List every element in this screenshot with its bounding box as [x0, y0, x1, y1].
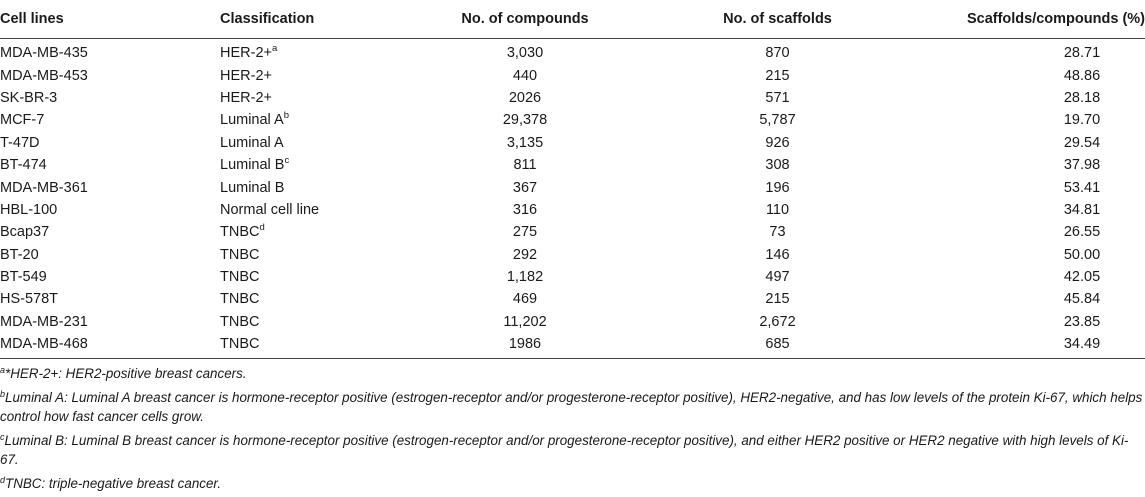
cell-line-name: HBL-100 — [0, 201, 58, 218]
scaffolds-count: 870 — [765, 45, 790, 62]
scaffolds-count: 196 — [765, 179, 790, 196]
footnote-marker: b — [283, 110, 289, 122]
classification-text: Luminal A — [220, 112, 284, 129]
classification-text: TNBC — [220, 336, 260, 353]
table-row — [0, 244, 1145, 266]
cell-line-name: SK-BR-3 — [0, 89, 58, 106]
compounds-count: 469 — [512, 291, 538, 308]
classification-text: TNBC — [220, 291, 260, 308]
table-row — [0, 154, 1145, 176]
table-row — [0, 176, 1145, 198]
table-row — [0, 311, 1145, 333]
cell-line-name: MCF-7 — [0, 112, 45, 129]
classification-text: Normal cell line — [220, 201, 320, 218]
footnote-marker: d — [259, 222, 265, 234]
table-row — [0, 288, 1145, 310]
cell-line-name: MDA-MB-361 — [0, 179, 88, 196]
footnote-mark: c — [0, 431, 5, 442]
footnote-mark: d — [0, 474, 6, 485]
header-scaffolds: No. of scaffolds — [660, 0, 895, 39]
table-row — [0, 221, 1145, 243]
footnote-a — [0, 364, 1145, 384]
scaffolds-count: 215 — [765, 291, 790, 308]
table-header — [0, 0, 1145, 39]
classification-cell — [220, 221, 390, 243]
compounds-count: 316 — [512, 201, 538, 218]
scaffolds-count: 926 — [765, 134, 790, 151]
scaffold-ratio: 34.49 — [1063, 336, 1101, 353]
footnote-mark: b — [0, 388, 6, 399]
classification-cell — [220, 199, 390, 221]
scaffold-ratio: 37.98 — [1063, 157, 1101, 174]
cell-line-name: MDA-MB-435 — [0, 45, 88, 62]
cell-line-name: BT-474 — [0, 157, 47, 174]
classification-text: HER-2+ — [220, 67, 272, 84]
cell-line-name: MDA-MB-453 — [0, 67, 88, 84]
scaffolds-count: 571 — [765, 89, 790, 106]
compounds-count: 1986 — [508, 336, 542, 353]
table-row — [0, 87, 1145, 109]
header-ratio: Scaffolds/compounds (%) — [895, 0, 1145, 39]
classification-cell — [220, 311, 390, 333]
cell-line-name: T-47D — [0, 134, 40, 151]
compounds-count: 29,378 — [502, 112, 548, 129]
scaffold-ratio: 50.00 — [1063, 246, 1101, 263]
table-row — [0, 266, 1145, 288]
footnote-c — [0, 431, 1145, 470]
classification-cell — [220, 176, 390, 198]
scaffolds-count: 146 — [765, 246, 790, 263]
classification-text: Luminal B — [220, 179, 285, 196]
scaffold-ratio: 28.71 — [1063, 45, 1101, 62]
compounds-count: 3,030 — [506, 45, 544, 62]
table-row — [0, 64, 1145, 86]
table-body — [0, 39, 1145, 359]
classification-cell — [220, 87, 390, 109]
compounds-count: 2026 — [508, 89, 542, 106]
scaffolds-count: 73 — [769, 224, 786, 241]
compounds-count: 1,182 — [506, 269, 544, 286]
scaffold-ratio: 53.41 — [1063, 179, 1101, 196]
cell-line-name: MDA-MB-468 — [0, 336, 88, 353]
footnote-text: Luminal B: Luminal B breast cancer is hormone-receptor positive (estrogen-receptor and/or progesterone-receptor positive), and either HER2 positive or HER2 negative with high levels of Ki-67. — [0, 432, 1129, 467]
classification-text: TNBC — [220, 246, 260, 263]
table-row — [0, 199, 1145, 221]
compounds-count: 292 — [512, 246, 538, 263]
footnote-text: *HER-2+: HER2-positive breast cancers. — [5, 366, 247, 381]
scaffold-ratio: 34.81 — [1063, 201, 1101, 218]
classification-cell — [220, 154, 390, 176]
table-row — [0, 109, 1145, 131]
cell-line-name: BT-549 — [0, 269, 47, 286]
compounds-count: 3,135 — [506, 134, 544, 151]
footnote-text: Luminal A: Luminal A breast cancer is hormone-receptor positive (estrogen-receptor and/or progesterone-receptor positive), HER2-negative, and has low levels of the protein Ki-67, which helps control how fast cancer cells grow. — [0, 389, 1143, 424]
scaffold-ratio: 29.54 — [1063, 134, 1101, 151]
header-cell-lines: Cell lines — [0, 0, 220, 39]
scaffolds-count: 685 — [765, 336, 790, 353]
cell-line-name: HS-578T — [0, 291, 59, 308]
classification-cell — [220, 333, 390, 359]
header-classification: Classification — [220, 0, 390, 39]
scaffolds-count: 110 — [765, 201, 790, 218]
cell-line-name: MDA-MB-231 — [0, 313, 88, 330]
footnote-d — [0, 474, 1145, 494]
scaffold-ratio: 45.84 — [1063, 291, 1101, 308]
classification-cell — [220, 266, 390, 288]
compounds-count: 11,202 — [503, 313, 547, 330]
compounds-count: 811 — [513, 157, 537, 174]
scaffolds-count: 2,672 — [759, 313, 796, 330]
footnote-marker: c — [284, 155, 290, 167]
compounds-count: 440 — [512, 67, 538, 84]
classification-text: TNBC — [220, 313, 260, 330]
footnote-mark: a — [0, 365, 6, 375]
footnote-marker: a — [271, 43, 278, 55]
cell-line-name: BT-20 — [0, 246, 39, 263]
table-row — [0, 333, 1145, 359]
scaffolds-count: 5,787 — [759, 112, 796, 129]
cell-line-name: Bcap37 — [0, 224, 50, 241]
classification-text: Luminal B — [220, 157, 285, 174]
classification-text: Luminal A — [220, 134, 284, 151]
scaffolds-count: 215 — [765, 67, 790, 84]
scaffold-ratio: 23.85 — [1063, 313, 1101, 330]
scaffold-ratio: 48.86 — [1063, 67, 1101, 84]
table-footnotes — [0, 364, 1145, 497]
compounds-count: 367 — [512, 179, 538, 196]
classification-cell — [220, 132, 390, 154]
classification-text: TNBC — [220, 269, 260, 286]
classification-cell — [220, 64, 390, 86]
header-compounds: No. of compounds — [390, 0, 660, 39]
table-row — [0, 132, 1145, 154]
header-row — [0, 0, 1145, 39]
scaffold-ratio: 28.18 — [1063, 89, 1101, 106]
classification-cell — [220, 244, 390, 266]
table-row — [0, 39, 1145, 65]
footnote-b — [0, 388, 1145, 427]
scaffold-ratio: 26.55 — [1063, 224, 1101, 241]
classification-text: HER-2+ — [220, 89, 272, 106]
classification-cell — [220, 288, 390, 310]
scaffold-ratio: 42.05 — [1063, 269, 1101, 286]
classification-cell — [220, 39, 390, 65]
scaffolds-count: 497 — [765, 269, 790, 286]
classification-text: HER-2+ — [220, 45, 272, 62]
classification-cell — [220, 109, 390, 131]
footnote-text: TNBC: triple-negative breast cancer. — [5, 475, 222, 491]
scaffold-ratio: 19.70 — [1063, 112, 1101, 129]
classification-text: TNBC — [220, 224, 260, 241]
scaffolds-count: 308 — [765, 157, 790, 174]
compounds-count: 275 — [512, 224, 538, 241]
